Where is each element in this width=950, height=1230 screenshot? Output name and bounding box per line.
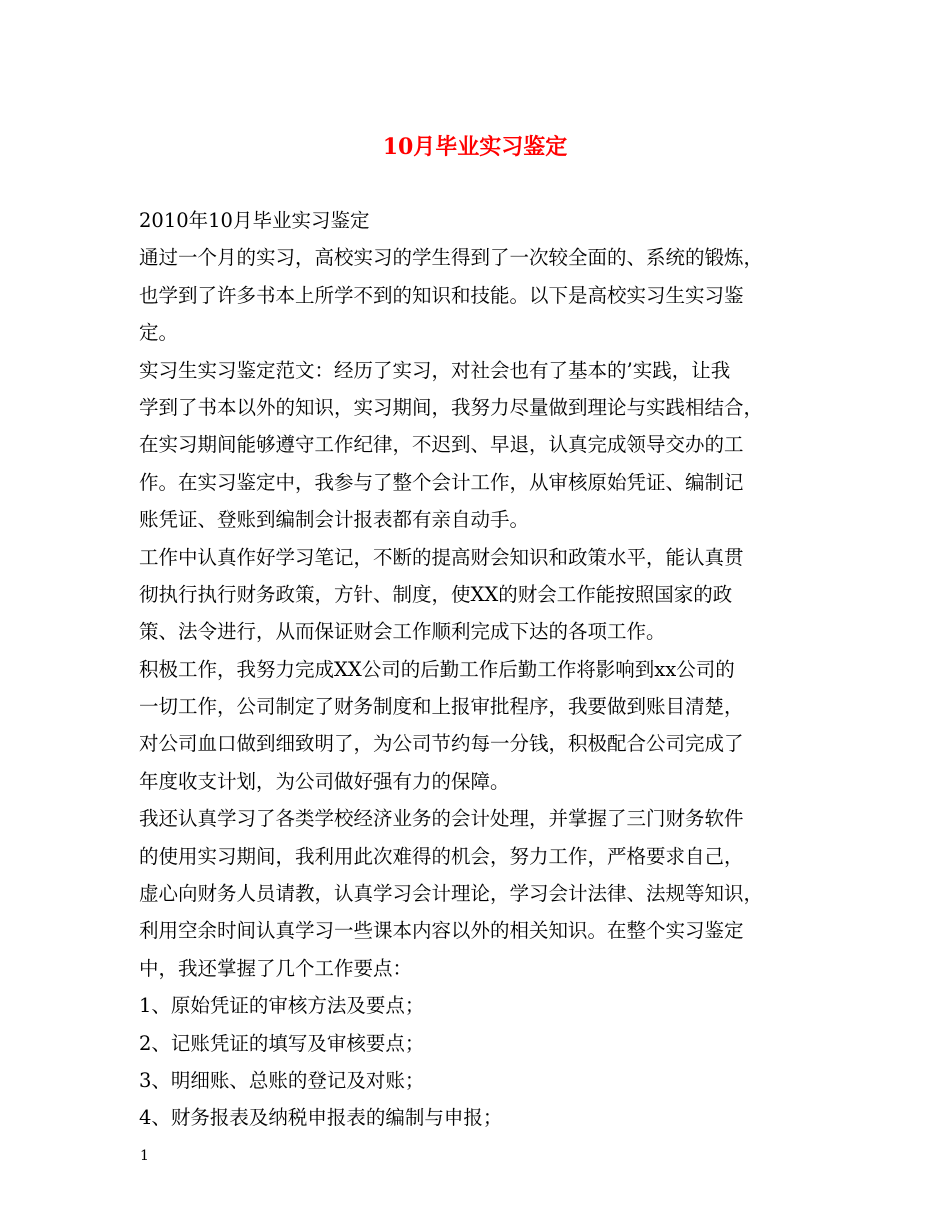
body-line: 对公司血口做到细致明了，为公司节约每一分钱，积极配合公司完成了 xyxy=(139,732,744,756)
body-line: 作。在实习鉴定中，我参与了整个会计工作，从审核原始凭证、编制记 xyxy=(139,470,744,494)
body-line: 的使用实习期间，我利用此次难得的机会，努力工作，严格要求自己， xyxy=(139,844,744,868)
body-line: 利用空余时间认真学习一些课本内容以外的相关知识。在整个实习鉴定 xyxy=(139,919,744,943)
body-line: 2010年10月毕业实习鉴定 xyxy=(139,209,370,232)
body-line: 我还认真学习了各类学校经济业务的会计处理，并掌握了三门财务软件 xyxy=(139,807,744,831)
document-title: 10月毕业实习鉴定 xyxy=(382,134,568,160)
body-line: 中，我还掌握了几个工作要点： xyxy=(139,956,413,980)
body-line: 学到了书本以外的知识，实习期间，我努力尽量做到理论与实践相结合， xyxy=(139,395,764,419)
body-line: 账凭证、登账到编制会计报表都有亲自动手。 xyxy=(139,508,530,532)
list-item: 2、记账凭证的填写及审核要点； xyxy=(139,1031,425,1055)
body-line: 通过一个月的实习，高校实习的学生得到了一次较全面的、系统的锻炼， xyxy=(139,246,764,270)
body-line: 工作中认真作好学习笔记，不断的提高财会知识和政策水平，能认真贯 xyxy=(139,545,744,569)
body-line: 在实习期间能够遵守工作纪律，不迟到、早退，认真完成领导交办的工 xyxy=(139,433,744,457)
page-number: 1 xyxy=(140,1148,149,1164)
list-item: 1、原始凭证的审核方法及要点； xyxy=(139,994,425,1018)
document-body xyxy=(139,202,823,1137)
body-line: 也学到了许多书本上所学不到的知识和技能。以下是高校实习生实习鉴 xyxy=(139,283,744,307)
list-item: 4、财务报表及纳税申报表的编制与申报； xyxy=(139,1106,503,1130)
body-line: 彻执行执行财务政策，方针、制度，使XX的财会工作能按照国家的政 xyxy=(139,582,733,606)
body-line: 一切工作，公司制定了财务制度和上报审批程序，我要做到账目清楚， xyxy=(139,695,744,719)
body-line: 虚心向财务人员请教，认真学习会计理论，学习会计法律、法规等知识， xyxy=(139,882,764,906)
body-line: 策、法令进行，从而保证财会工作顺利完成下达的各项工作。 xyxy=(139,620,666,644)
body-line: 年度收支计划，为公司做好强有力的保障。 xyxy=(139,769,510,793)
list-item: 3、明细账、总账的登记及对账； xyxy=(139,1068,425,1092)
body-line: 实习生实习鉴定范文：经历了实习，对社会也有了基本的’实践，让我 xyxy=(139,358,731,382)
body-line: 积极工作，我努力完成XX公司的后勤工作后勤工作将影响到xx公司的 xyxy=(139,657,735,681)
body-line: 定。 xyxy=(139,321,179,345)
